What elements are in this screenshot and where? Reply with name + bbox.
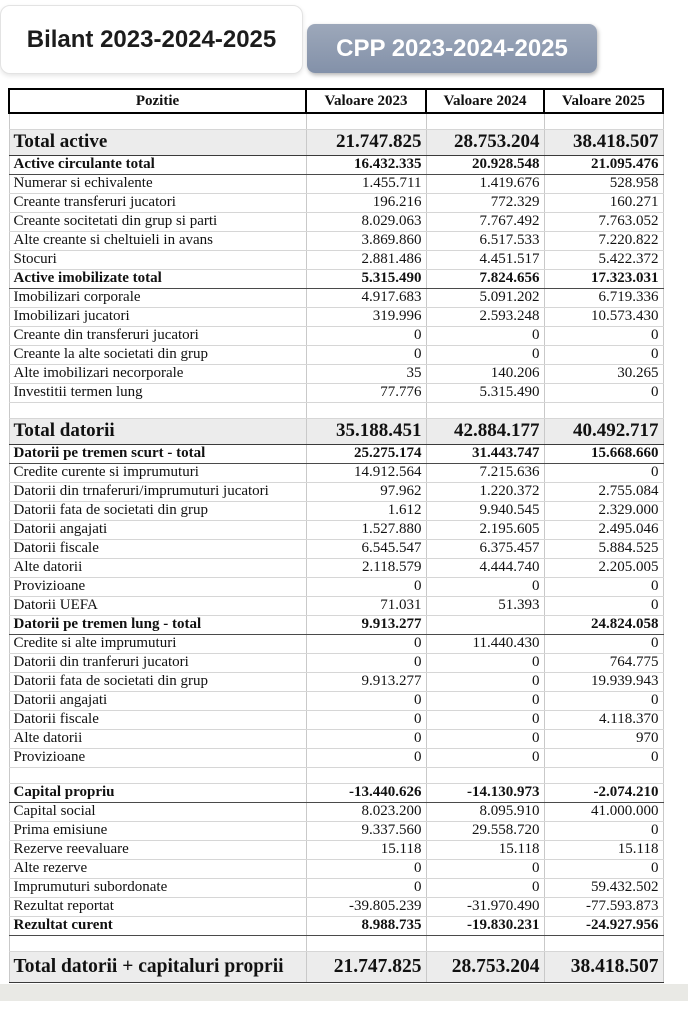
position-cell: Active circulante total bbox=[9, 155, 306, 174]
tab-cpp-label: CPP 2023-2024-2025 bbox=[336, 34, 568, 62]
value-cell: 160.271 bbox=[544, 193, 663, 212]
table-row bbox=[9, 307, 663, 326]
value-cell: 29.558.720 bbox=[426, 821, 544, 840]
value-cell: 0 bbox=[426, 577, 544, 596]
value-cell: 0 bbox=[306, 859, 426, 878]
position-cell: Capital social bbox=[9, 802, 306, 821]
position-cell: Datorii pe tremen scurt - total bbox=[9, 444, 306, 463]
table-row bbox=[9, 155, 663, 174]
value-cell: 20.928.548 bbox=[426, 155, 544, 174]
value-cell: 15.118 bbox=[426, 840, 544, 859]
position-cell: Creante socitetati din grup si parti bbox=[9, 212, 306, 231]
table-row bbox=[9, 558, 663, 577]
table-row bbox=[9, 463, 663, 482]
position-cell: Datorii fiscale bbox=[9, 539, 306, 558]
value-cell: 0 bbox=[306, 691, 426, 710]
table-row bbox=[9, 269, 663, 288]
position-cell: Total datorii bbox=[9, 418, 306, 444]
value-cell: 21.747.825 bbox=[306, 129, 426, 155]
position-cell: Active imobilizate total bbox=[9, 269, 306, 288]
value-cell: 59.432.502 bbox=[544, 878, 663, 897]
value-cell: 42.884.177 bbox=[426, 418, 544, 444]
value-cell: 5.884.525 bbox=[544, 539, 663, 558]
value-cell: 9.940.545 bbox=[426, 501, 544, 520]
position-cell: Creante la alte societati din grup bbox=[9, 345, 306, 364]
value-cell: -31.970.490 bbox=[426, 897, 544, 916]
value-cell: 77.776 bbox=[306, 383, 426, 402]
tab-bilant-label: Bilant 2023-2024-2025 bbox=[26, 25, 277, 53]
value-cell: 6.719.336 bbox=[544, 288, 663, 307]
table-row bbox=[9, 520, 663, 539]
value-cell: 30.265 bbox=[544, 364, 663, 383]
value-cell: 2.881.486 bbox=[306, 250, 426, 269]
value-cell: 140.206 bbox=[426, 364, 544, 383]
value-cell: 2.205.005 bbox=[544, 558, 663, 577]
value-cell: 5.091.202 bbox=[426, 288, 544, 307]
value-cell: -24.927.956 bbox=[544, 916, 663, 935]
value-cell: 0 bbox=[544, 634, 663, 653]
value-cell bbox=[544, 767, 663, 783]
table-row bbox=[9, 129, 663, 155]
value-cell: 1.612 bbox=[306, 501, 426, 520]
value-cell bbox=[306, 402, 426, 418]
column-header-valoare-2023: Valoare 2023 bbox=[306, 89, 426, 113]
value-cell: 0 bbox=[426, 672, 544, 691]
position-cell: Datorii fata de societati din grup bbox=[9, 501, 306, 520]
value-cell: 0 bbox=[306, 878, 426, 897]
value-cell: 0 bbox=[544, 326, 663, 345]
position-cell: Alte datorii bbox=[9, 729, 306, 748]
tab-cpp[interactable] bbox=[307, 24, 597, 73]
table-row bbox=[9, 916, 663, 935]
position-cell: Alte datorii bbox=[9, 558, 306, 577]
value-cell: 0 bbox=[544, 748, 663, 767]
value-cell: 2.755.084 bbox=[544, 482, 663, 501]
value-cell: -2.074.210 bbox=[544, 783, 663, 802]
position-cell: Credite curente si imprumuturi bbox=[9, 463, 306, 482]
value-cell: 0 bbox=[426, 691, 544, 710]
value-cell: 40.492.717 bbox=[544, 418, 663, 444]
position-cell: Investitii termen lung bbox=[9, 383, 306, 402]
value-cell: 25.275.174 bbox=[306, 444, 426, 463]
table-row bbox=[9, 691, 663, 710]
value-cell: 0 bbox=[426, 653, 544, 672]
position-cell: Datorii angajati bbox=[9, 520, 306, 539]
value-cell bbox=[426, 935, 544, 951]
position-cell bbox=[9, 402, 306, 418]
value-cell bbox=[306, 767, 426, 783]
column-header-pozitie: Pozitie bbox=[9, 89, 306, 113]
value-cell: 0 bbox=[306, 577, 426, 596]
value-cell: 97.962 bbox=[306, 482, 426, 501]
position-cell bbox=[9, 113, 306, 129]
position-cell: Datorii fata de societati din grup bbox=[9, 672, 306, 691]
position-cell: Datorii UEFA bbox=[9, 596, 306, 615]
position-cell: Numerar si echivalente bbox=[9, 174, 306, 193]
value-cell bbox=[306, 113, 426, 129]
value-cell: 21.095.476 bbox=[544, 155, 663, 174]
value-cell: 772.329 bbox=[426, 193, 544, 212]
page-bottom-strip bbox=[0, 984, 688, 1001]
value-cell: 2.118.579 bbox=[306, 558, 426, 577]
position-cell: Provizioane bbox=[9, 577, 306, 596]
table-row bbox=[9, 672, 663, 691]
table-row bbox=[9, 710, 663, 729]
value-cell: -39.805.239 bbox=[306, 897, 426, 916]
value-cell bbox=[306, 935, 426, 951]
value-cell: 8.023.200 bbox=[306, 802, 426, 821]
value-cell: 1.455.711 bbox=[306, 174, 426, 193]
table-row bbox=[9, 821, 663, 840]
value-cell bbox=[426, 113, 544, 129]
value-cell: 4.444.740 bbox=[426, 558, 544, 577]
position-cell bbox=[9, 767, 306, 783]
value-cell: 2.495.046 bbox=[544, 520, 663, 539]
value-cell: 38.418.507 bbox=[544, 951, 663, 982]
value-cell: 0 bbox=[544, 596, 663, 615]
value-cell: 0 bbox=[426, 878, 544, 897]
table-row bbox=[9, 634, 663, 653]
table-row bbox=[9, 897, 663, 916]
value-cell: 31.443.747 bbox=[426, 444, 544, 463]
value-cell bbox=[544, 935, 663, 951]
table-row bbox=[9, 288, 663, 307]
table-row bbox=[9, 231, 663, 250]
tab-bilant[interactable] bbox=[0, 5, 303, 74]
value-cell: 0 bbox=[426, 748, 544, 767]
value-cell: 9.913.277 bbox=[306, 615, 426, 634]
table-row bbox=[9, 250, 663, 269]
value-cell: 35 bbox=[306, 364, 426, 383]
position-cell: Alte imobilizari necorporale bbox=[9, 364, 306, 383]
value-cell: -13.440.626 bbox=[306, 783, 426, 802]
value-cell: -19.830.231 bbox=[426, 916, 544, 935]
table-row bbox=[9, 748, 663, 767]
table-row bbox=[9, 364, 663, 383]
table-row bbox=[9, 193, 663, 212]
position-cell: Imobilizari jucatori bbox=[9, 307, 306, 326]
table-row bbox=[9, 418, 663, 444]
value-cell: 15.118 bbox=[544, 840, 663, 859]
table-row bbox=[9, 951, 663, 982]
table-row bbox=[9, 859, 663, 878]
column-header-valoare-2024: Valoare 2024 bbox=[426, 89, 544, 113]
value-cell bbox=[426, 767, 544, 783]
value-cell: 0 bbox=[544, 691, 663, 710]
value-cell: 2.329.000 bbox=[544, 501, 663, 520]
position-cell: Rezultat reportat bbox=[9, 897, 306, 916]
value-cell: 1.220.372 bbox=[426, 482, 544, 501]
value-cell: 14.912.564 bbox=[306, 463, 426, 482]
position-cell: Total active bbox=[9, 129, 306, 155]
position-cell: Credite si alte imprumuturi bbox=[9, 634, 306, 653]
value-cell: 7.767.492 bbox=[426, 212, 544, 231]
table-row bbox=[9, 935, 663, 951]
value-cell: 5.315.490 bbox=[306, 269, 426, 288]
position-cell: Creante din transferuri jucatori bbox=[9, 326, 306, 345]
value-cell: 319.996 bbox=[306, 307, 426, 326]
value-cell: 0 bbox=[306, 653, 426, 672]
value-cell: 16.432.335 bbox=[306, 155, 426, 174]
value-cell: 0 bbox=[544, 463, 663, 482]
value-cell: 0 bbox=[426, 710, 544, 729]
table-row bbox=[9, 539, 663, 558]
value-cell: 764.775 bbox=[544, 653, 663, 672]
value-cell: 35.188.451 bbox=[306, 418, 426, 444]
position-cell: Datorii fiscale bbox=[9, 710, 306, 729]
value-cell: 0 bbox=[426, 859, 544, 878]
value-cell: 11.440.430 bbox=[426, 634, 544, 653]
value-cell: 8.988.735 bbox=[306, 916, 426, 935]
position-cell: Capital propriu bbox=[9, 783, 306, 802]
value-cell: 0 bbox=[306, 710, 426, 729]
value-cell: 4.118.370 bbox=[544, 710, 663, 729]
value-cell: 28.753.204 bbox=[426, 129, 544, 155]
table-row bbox=[9, 783, 663, 802]
position-cell: Alte rezerve bbox=[9, 859, 306, 878]
position-cell: Datorii din trnaferuri/imprumuturi jucatori bbox=[9, 482, 306, 501]
table-header bbox=[9, 89, 663, 113]
table-row bbox=[9, 767, 663, 783]
value-cell: 15.668.660 bbox=[544, 444, 663, 463]
value-cell bbox=[544, 113, 663, 129]
table-row bbox=[9, 113, 663, 129]
table-body bbox=[9, 113, 663, 982]
table-row bbox=[9, 326, 663, 345]
value-cell: 7.215.636 bbox=[426, 463, 544, 482]
table-row bbox=[9, 501, 663, 520]
position-cell: Datorii pe tremen lung - total bbox=[9, 615, 306, 634]
value-cell: 7.763.052 bbox=[544, 212, 663, 231]
value-cell: -77.593.873 bbox=[544, 897, 663, 916]
position-cell: Rezultat curent bbox=[9, 916, 306, 935]
value-cell: 38.418.507 bbox=[544, 129, 663, 155]
value-cell: 2.195.605 bbox=[426, 520, 544, 539]
value-cell: 0 bbox=[544, 577, 663, 596]
value-cell: 7.824.656 bbox=[426, 269, 544, 288]
value-cell: -14.130.973 bbox=[426, 783, 544, 802]
value-cell: 10.573.430 bbox=[544, 307, 663, 326]
table-row bbox=[9, 212, 663, 231]
value-cell: 28.753.204 bbox=[426, 951, 544, 982]
value-cell: 1.527.880 bbox=[306, 520, 426, 539]
position-cell: Imprumuturi subordonate bbox=[9, 878, 306, 897]
value-cell: 4.451.517 bbox=[426, 250, 544, 269]
value-cell: 5.315.490 bbox=[426, 383, 544, 402]
value-cell: 0 bbox=[426, 326, 544, 345]
value-cell: 0 bbox=[544, 345, 663, 364]
table-row bbox=[9, 482, 663, 501]
value-cell: 970 bbox=[544, 729, 663, 748]
table-row bbox=[9, 653, 663, 672]
value-cell: 8.029.063 bbox=[306, 212, 426, 231]
value-cell: 5.422.372 bbox=[544, 250, 663, 269]
value-cell: 0 bbox=[306, 345, 426, 364]
value-cell: 196.216 bbox=[306, 193, 426, 212]
value-cell: 0 bbox=[426, 345, 544, 364]
value-cell: 19.939.943 bbox=[544, 672, 663, 691]
header-row bbox=[9, 89, 663, 113]
value-cell bbox=[426, 402, 544, 418]
value-cell: 17.323.031 bbox=[544, 269, 663, 288]
table-row bbox=[9, 802, 663, 821]
value-cell: 528.958 bbox=[544, 174, 663, 193]
column-header-valoare-2025: Valoare 2025 bbox=[544, 89, 663, 113]
table-row bbox=[9, 577, 663, 596]
table-row bbox=[9, 345, 663, 364]
balance-sheet-table bbox=[8, 88, 664, 983]
value-cell: 41.000.000 bbox=[544, 802, 663, 821]
value-cell: 0 bbox=[544, 821, 663, 840]
value-cell: 0 bbox=[306, 326, 426, 345]
table-row bbox=[9, 615, 663, 634]
table-row bbox=[9, 840, 663, 859]
value-cell: 0 bbox=[544, 859, 663, 878]
table-row bbox=[9, 878, 663, 897]
tab-bar bbox=[0, 0, 688, 88]
value-cell: 0 bbox=[544, 383, 663, 402]
position-cell: Rezerve reevaluare bbox=[9, 840, 306, 859]
position-cell: Prima emisiune bbox=[9, 821, 306, 840]
value-cell: 9.913.277 bbox=[306, 672, 426, 691]
position-cell: Creante transferuri jucatori bbox=[9, 193, 306, 212]
value-cell: 0 bbox=[306, 748, 426, 767]
value-cell: 6.375.457 bbox=[426, 539, 544, 558]
value-cell: 15.118 bbox=[306, 840, 426, 859]
table-row bbox=[9, 174, 663, 193]
position-cell: Provizioane bbox=[9, 748, 306, 767]
value-cell: 24.824.058 bbox=[544, 615, 663, 634]
position-cell: Total datorii + capitaluri proprii bbox=[9, 951, 306, 982]
value-cell: 4.917.683 bbox=[306, 288, 426, 307]
table-row bbox=[9, 729, 663, 748]
value-cell: 9.337.560 bbox=[306, 821, 426, 840]
table-row bbox=[9, 596, 663, 615]
value-cell: 0 bbox=[306, 729, 426, 748]
value-cell: 21.747.825 bbox=[306, 951, 426, 982]
value-cell: 71.031 bbox=[306, 596, 426, 615]
value-cell: 8.095.910 bbox=[426, 802, 544, 821]
value-cell: 7.220.822 bbox=[544, 231, 663, 250]
position-cell bbox=[9, 935, 306, 951]
value-cell: 1.419.676 bbox=[426, 174, 544, 193]
value-cell bbox=[544, 402, 663, 418]
value-cell bbox=[426, 615, 544, 634]
value-cell: 3.869.860 bbox=[306, 231, 426, 250]
value-cell: 51.393 bbox=[426, 596, 544, 615]
position-cell: Imobilizari corporale bbox=[9, 288, 306, 307]
table-row bbox=[9, 402, 663, 418]
value-cell: 6.517.533 bbox=[426, 231, 544, 250]
value-cell: 0 bbox=[306, 634, 426, 653]
position-cell: Stocuri bbox=[9, 250, 306, 269]
value-cell: 2.593.248 bbox=[426, 307, 544, 326]
position-cell: Alte creante si cheltuieli in avans bbox=[9, 231, 306, 250]
table-row bbox=[9, 444, 663, 463]
value-cell: 0 bbox=[426, 729, 544, 748]
position-cell: Datorii angajati bbox=[9, 691, 306, 710]
table-row bbox=[9, 383, 663, 402]
value-cell: 6.545.547 bbox=[306, 539, 426, 558]
position-cell: Datorii din tranferuri jucatori bbox=[9, 653, 306, 672]
